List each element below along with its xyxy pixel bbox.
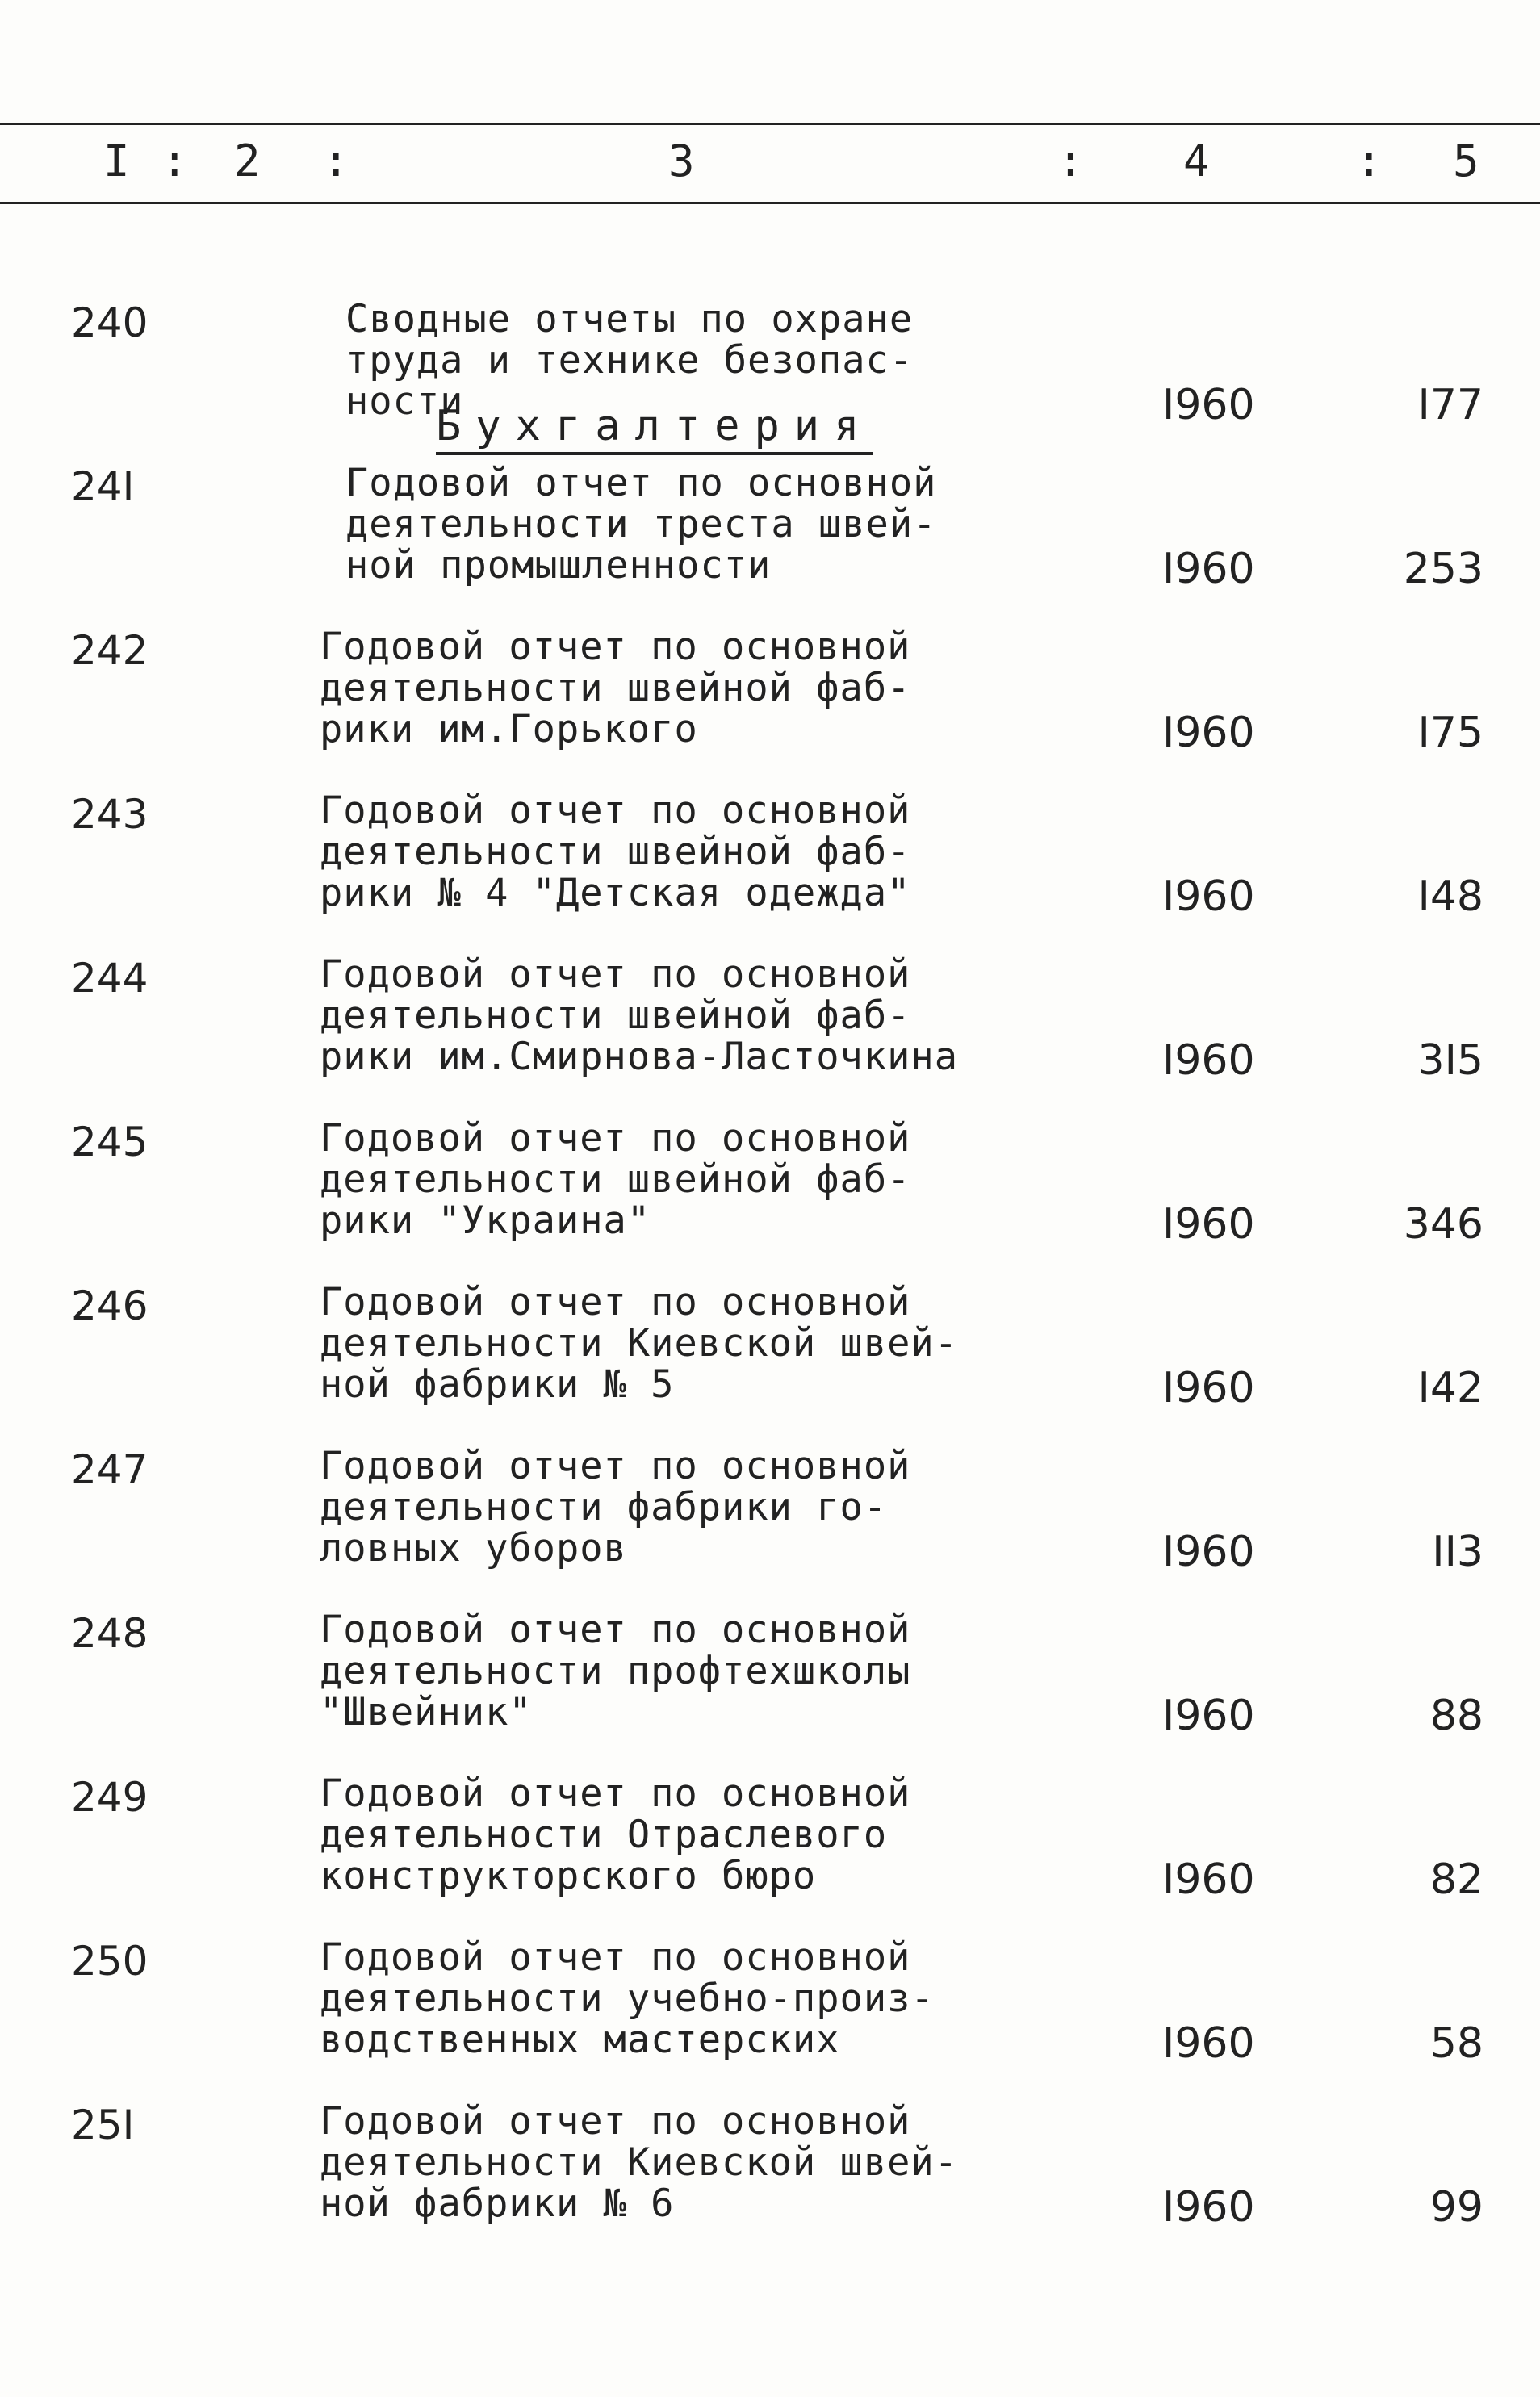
item-number: 246	[71, 1282, 149, 1329]
item-year: I960	[1162, 1036, 1255, 1085]
item-number: 25I	[71, 2102, 135, 2148]
list-item	[0, 946, 1540, 1110]
item-year: I960	[1162, 872, 1255, 921]
item-description: Годовой отчет по основной деятельности Киевской швей- ной фабрики № 6	[320, 2099, 959, 2226]
list-item	[0, 1274, 1540, 1437]
list-item	[0, 1437, 1540, 1601]
item-sheet-count: 99	[1429, 2183, 1484, 2232]
item-year: I960	[1162, 1855, 1255, 1904]
item-year: I960	[1162, 2183, 1255, 2232]
list-item	[0, 618, 1540, 782]
item-sheet-count: I75	[1417, 709, 1484, 757]
list-item	[0, 1601, 1540, 1765]
item-sheet-count: 58	[1429, 2019, 1484, 2068]
item-number: 243	[71, 791, 149, 838]
item-description: Годовой отчет по основной деятельности треста швей- ной промышленности	[345, 461, 937, 588]
item-year: I960	[1162, 1200, 1255, 1249]
item-number: 247	[71, 1446, 149, 1493]
item-description: Годовой отчет по основной деятельности Отраслевого конструкторского бюро	[320, 1772, 911, 1898]
item-number: 24I	[71, 463, 135, 510]
item-sheet-count: I77	[1417, 381, 1484, 429]
item-sheet-count: 346	[1403, 1200, 1484, 1249]
header-separator-2: :	[323, 136, 349, 186]
header-top-rule	[0, 123, 1540, 125]
item-sheet-count: 82	[1429, 1855, 1484, 1904]
header-col-1: I	[103, 136, 130, 186]
item-description: Годовой отчет по основной деятельности швейной фаб- рики им.Горького	[320, 625, 911, 751]
item-sheet-count: 88	[1429, 1692, 1484, 1740]
item-sheet-count: 253	[1403, 545, 1484, 593]
list-item	[0, 1929, 1540, 2093]
item-number: 244	[71, 955, 149, 1002]
item-year: I960	[1162, 1692, 1255, 1740]
item-year: I960	[1162, 1364, 1255, 1412]
header-separator-1: :	[161, 136, 188, 186]
list-item	[0, 454, 1540, 618]
item-year: I960	[1162, 709, 1255, 757]
section-heading: Бухгалтерия	[436, 404, 873, 455]
header-col-3: 3	[668, 136, 695, 186]
item-number: 250	[71, 1938, 149, 1985]
item-description: Годовой отчет по основной деятельности швейной фаб- рики им.Смирнова-Ласточкина	[320, 952, 959, 1079]
item-year: I960	[1162, 2019, 1255, 2068]
header-separator-4: :	[1356, 136, 1383, 186]
item-number: 248	[71, 1610, 149, 1657]
item-description: Годовой отчет по основной деятельности швейной фаб- рики № 4 "Детская одежда"	[320, 789, 911, 915]
list-item	[0, 2093, 1540, 2257]
item-year: I960	[1162, 381, 1255, 429]
item-description: Годовой отчет по основной деятельности профтехшколы "Швейник"	[320, 1608, 911, 1734]
item-description: Годовой отчет по основной деятельности фабрики го- ловных уборов	[320, 1444, 911, 1571]
item-number: 249	[71, 1774, 149, 1821]
item-number: 240	[71, 299, 149, 346]
item-description: Годовой отчет по основной деятельности Киевской швей- ной фабрики № 5	[320, 1280, 959, 1407]
item-number: 242	[71, 627, 149, 674]
list-item	[0, 291, 1540, 454]
list-item	[0, 1110, 1540, 1274]
item-year: I960	[1162, 545, 1255, 593]
item-sheet-count: II3	[1432, 1528, 1484, 1576]
item-description: Годовой отчет по основной деятельности швейной фаб- рики "Украина"	[320, 1116, 911, 1243]
item-year: I960	[1162, 1528, 1255, 1576]
list-item	[0, 1765, 1540, 1929]
list-item	[0, 782, 1540, 946]
inventory-list	[0, 291, 1540, 2257]
item-sheet-count: 3I5	[1417, 1036, 1484, 1085]
item-description: Годовой отчет по основной деятельности учебно-произ- водственных мастерских	[320, 1935, 935, 2062]
header-col-2: 2	[234, 136, 261, 186]
header-bottom-rule	[0, 202, 1540, 204]
item-description: Сводные отчеты по охране труда и технике безопас- ности	[345, 297, 914, 424]
item-number: 245	[71, 1119, 149, 1165]
item-sheet-count: I42	[1417, 1364, 1484, 1412]
header-col-4: 4	[1183, 136, 1210, 186]
header-col-5: 5	[1453, 136, 1479, 186]
item-sheet-count: I48	[1417, 872, 1484, 921]
header-separator-3: :	[1057, 136, 1084, 186]
